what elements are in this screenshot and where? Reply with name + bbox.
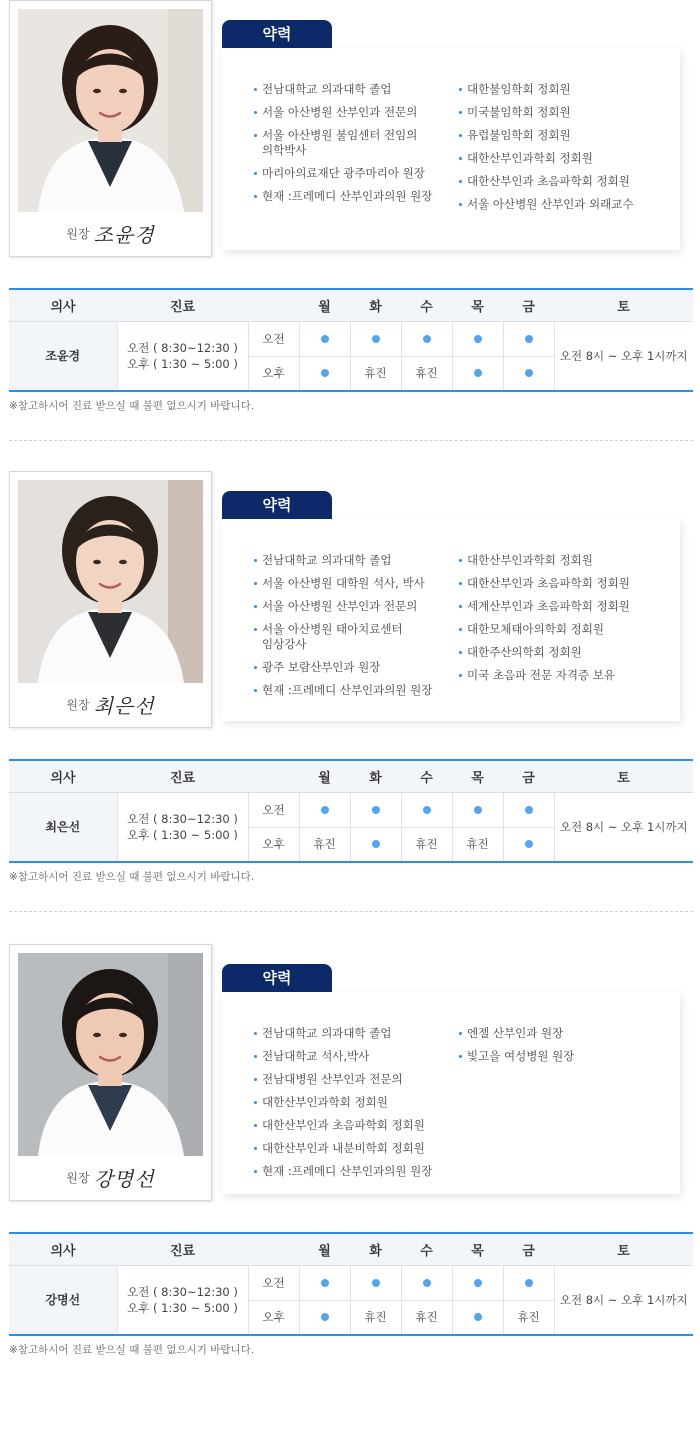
schedule-am-mon <box>299 321 350 356</box>
doctor-photo-card <box>9 471 212 728</box>
schedule-pm-fri <box>503 1300 554 1335</box>
schedule-am-fri <box>503 1265 554 1300</box>
open-dot-icon <box>525 335 533 343</box>
schedule-pm-mon <box>299 356 350 391</box>
open-dot-icon <box>321 806 329 814</box>
schedule-am-wed <box>401 1265 452 1300</box>
career-item: 대한주산의학회 정회원 <box>459 645 669 660</box>
schedule-table <box>9 288 693 392</box>
table-header-tue: 화 <box>350 760 401 792</box>
table-header-thu: 목 <box>452 760 503 792</box>
schedule-table <box>9 1232 693 1336</box>
doctor-photo-card <box>9 0 212 257</box>
closed-label: 휴진 <box>415 837 438 852</box>
doctor-photo-illustration <box>18 480 203 683</box>
open-dot-icon <box>474 1279 482 1287</box>
open-dot-icon <box>525 840 533 848</box>
open-dot-icon <box>474 1313 482 1321</box>
open-dot-icon <box>525 1279 533 1287</box>
open-dot-icon <box>423 1279 431 1287</box>
table-header-fri: 금 <box>503 1233 554 1265</box>
table-header-sat: 토 <box>554 760 693 792</box>
career-list-right <box>459 553 669 691</box>
career-tab: 약력 <box>222 964 332 992</box>
career-item: 유럽불임학회 정회원 <box>459 128 669 143</box>
hours-am: 오전 ( 8:30~12:30 ) <box>127 1284 238 1299</box>
career-item: 서울 아산병원 산부인과 전문의 <box>254 599 444 614</box>
closed-label: 휴진 <box>313 837 336 852</box>
career-item: 마리아의료재단 광주마리아 원장 <box>254 166 444 181</box>
schedule-pm-wed <box>401 827 452 862</box>
career-item: 현재 :프레메디 산부인과의원 원장 <box>254 683 444 698</box>
career-item: 대한산부인과학회 정회원 <box>459 151 669 166</box>
career-item: 대한불임학회 정회원 <box>459 82 669 97</box>
career-item: 미국 초음파 전문 자격증 보유 <box>459 668 669 683</box>
open-dot-icon <box>474 806 482 814</box>
table-header-sat: 토 <box>554 289 693 321</box>
closed-label: 휴진 <box>466 837 489 852</box>
open-dot-icon <box>474 369 482 377</box>
doctor-name-line <box>10 1163 211 1192</box>
schedule-pm-thu <box>452 827 503 862</box>
schedule-pm-fri <box>503 356 554 391</box>
career-list-left <box>254 553 444 706</box>
table-header-tue: 화 <box>350 1233 401 1265</box>
schedule-header-row <box>9 760 693 792</box>
schedule-note: ※참고하시어 진료 받으실 때 불편 없으시기 바랍니다. <box>9 1344 255 1356</box>
session-am: 오전 <box>248 321 299 356</box>
open-dot-icon <box>372 840 380 848</box>
schedule-pm-wed <box>401 356 452 391</box>
open-dot-icon <box>372 335 380 343</box>
doctor-photo-illustration <box>18 9 203 212</box>
open-dot-icon <box>321 335 329 343</box>
doctor-photo <box>18 9 203 212</box>
doctor-photo <box>18 480 203 683</box>
open-dot-icon <box>474 335 482 343</box>
table-header-hours: 진료 <box>117 1233 248 1265</box>
schedule-pm-tue <box>350 827 401 862</box>
doctor-photo-illustration <box>18 953 203 1156</box>
career-item: 대한산부인과 초음파학회 정회원 <box>254 1118 444 1133</box>
doctor-name-line <box>10 690 211 719</box>
table-header-session <box>248 289 299 321</box>
doctor-photo-card <box>9 944 212 1201</box>
doctor-photo <box>18 953 203 1156</box>
schedule-row-am <box>9 321 693 356</box>
career-item: 서울 아산병원 산부인과 전문의 <box>254 105 444 120</box>
career-item: 세계산부인과 초음파학회 정회원 <box>459 599 669 614</box>
doctor-section <box>0 0 700 473</box>
schedule-am-mon <box>299 1265 350 1300</box>
table-header-thu: 목 <box>452 289 503 321</box>
career-item: 서울 아산병원 태아치료센터 임상강사 <box>254 622 444 652</box>
closed-label: 휴진 <box>415 366 438 381</box>
doctor-name-line <box>10 219 211 248</box>
career-item: 엔젤 산부인과 원장 <box>459 1026 669 1041</box>
career-item: 서울 아산병원 불임센터 전임의 의학박사 <box>254 128 444 158</box>
career-item: 광주 보람산부인과 원장 <box>254 660 444 675</box>
career-item: 전남대병원 산부인과 전문의 <box>254 1072 444 1087</box>
table-header-mon: 월 <box>299 1233 350 1265</box>
career-item: 미국불임학회 정회원 <box>459 105 669 120</box>
schedule-pm-thu <box>452 1300 503 1335</box>
session-pm: 오후 <box>248 827 299 862</box>
schedule-pm-wed <box>401 1300 452 1335</box>
career-item: 대한산부인과학회 정회원 <box>254 1095 444 1110</box>
table-header-fri: 금 <box>503 760 554 792</box>
hours-pm: 오후 ( 1:30 ~ 5:00 ) <box>127 356 238 371</box>
closed-label: 휴진 <box>415 1310 438 1325</box>
career-item: 전남대학교 석사,박사 <box>254 1049 444 1064</box>
table-header-hours: 진료 <box>117 289 248 321</box>
career-item: 대한산부인과 내분비학회 정회원 <box>254 1141 444 1156</box>
closed-label: 휴진 <box>517 1310 540 1325</box>
table-header-session <box>248 760 299 792</box>
schedule-pm-mon <box>299 827 350 862</box>
schedule-am-fri <box>503 792 554 827</box>
schedule-am-mon <box>299 792 350 827</box>
career-item: 대한산부인과 초음파학회 정회원 <box>459 576 669 591</box>
career-list-left <box>254 82 444 212</box>
schedule-row-am <box>9 1265 693 1300</box>
open-dot-icon <box>525 806 533 814</box>
schedule-note: ※참고하시어 진료 받으실 때 불편 없으시기 바랍니다. <box>9 871 255 883</box>
hours-pm: 오후 ( 1:30 ~ 5:00 ) <box>127 827 238 842</box>
schedule-am-wed <box>401 792 452 827</box>
schedule-row-am <box>9 792 693 827</box>
open-dot-icon <box>525 369 533 377</box>
closed-label: 휴진 <box>364 1310 387 1325</box>
schedule-pm-tue <box>350 1300 401 1335</box>
open-dot-icon <box>321 1313 329 1321</box>
career-item: 현재 :프레메디 산부인과의원 원장 <box>254 189 444 204</box>
career-list-left <box>254 1026 444 1187</box>
schedule-am-thu <box>452 792 503 827</box>
open-dot-icon <box>321 1279 329 1287</box>
section-divider <box>9 440 693 441</box>
saturday-hours: 오전 8시 ~ 오후 1시까지 <box>554 1265 693 1335</box>
schedule-pm-tue <box>350 356 401 391</box>
career-item: 전남대학교 의과대학 졸업 <box>254 1026 444 1041</box>
schedule-am-thu <box>452 321 503 356</box>
table-header-mon: 월 <box>299 289 350 321</box>
schedule-pm-mon <box>299 1300 350 1335</box>
schedule-header-row <box>9 1233 693 1265</box>
doctor-name-cell: 조윤경 <box>9 321 117 391</box>
role-label: 원장 <box>66 698 90 712</box>
schedule-am-fri <box>503 321 554 356</box>
doctor-signature: 조윤경 <box>93 223 155 247</box>
schedule-am-thu <box>452 1265 503 1300</box>
table-header-fri: 금 <box>503 289 554 321</box>
open-dot-icon <box>321 369 329 377</box>
schedule-header-row <box>9 289 693 321</box>
doctor-section <box>0 471 700 944</box>
table-header-thu: 목 <box>452 1233 503 1265</box>
table-header-tue: 화 <box>350 289 401 321</box>
doctor-signature: 최은선 <box>93 694 155 718</box>
hours-am: 오전 ( 8:30~12:30 ) <box>127 340 238 355</box>
schedule-table <box>9 759 693 863</box>
table-header-doctor: 의사 <box>9 289 117 321</box>
saturday-hours: 오전 8시 ~ 오후 1시까지 <box>554 792 693 862</box>
hours-pm: 오후 ( 1:30 ~ 5:00 ) <box>127 1300 238 1315</box>
table-header-wed: 수 <box>401 289 452 321</box>
career-item: 빛고을 여성병원 원장 <box>459 1049 669 1064</box>
session-am: 오전 <box>248 792 299 827</box>
table-header-doctor: 의사 <box>9 1233 117 1265</box>
schedule-am-tue <box>350 1265 401 1300</box>
career-tab: 약력 <box>222 491 332 519</box>
career-list-right <box>459 82 669 220</box>
open-dot-icon <box>372 1279 380 1287</box>
career-item: 대한산부인과 초음파학회 정회원 <box>459 174 669 189</box>
hours-cell <box>117 1265 248 1335</box>
schedule-pm-thu <box>452 356 503 391</box>
role-label: 원장 <box>66 227 90 241</box>
table-header-sat: 토 <box>554 1233 693 1265</box>
schedule-am-tue <box>350 792 401 827</box>
saturday-hours: 오전 8시 ~ 오후 1시까지 <box>554 321 693 391</box>
career-item: 대한산부인과학회 정회원 <box>459 553 669 568</box>
career-item: 서울 아산병원 산부인과 외래교수 <box>459 197 669 212</box>
career-item: 현재 :프레메디 산부인과의원 원장 <box>254 1164 444 1179</box>
career-list-right <box>459 1026 669 1072</box>
table-header-doctor: 의사 <box>9 760 117 792</box>
hours-am: 오전 ( 8:30~12:30 ) <box>127 811 238 826</box>
open-dot-icon <box>423 335 431 343</box>
doctor-name-cell: 최은선 <box>9 792 117 862</box>
doctor-signature: 강명선 <box>93 1167 155 1191</box>
doctor-section <box>0 944 700 1417</box>
career-item: 전남대학교 의과대학 졸업 <box>254 553 444 568</box>
career-item: 서울 아산병원 대학원 석사, 박사 <box>254 576 444 591</box>
table-header-mon: 월 <box>299 760 350 792</box>
role-label: 원장 <box>66 1171 90 1185</box>
table-header-wed: 수 <box>401 1233 452 1265</box>
hours-cell <box>117 321 248 391</box>
table-header-session <box>248 1233 299 1265</box>
hours-cell <box>117 792 248 862</box>
session-pm: 오후 <box>248 356 299 391</box>
schedule-pm-fri <box>503 827 554 862</box>
career-item: 전남대학교 의과대학 졸업 <box>254 82 444 97</box>
session-pm: 오후 <box>248 1300 299 1335</box>
open-dot-icon <box>372 806 380 814</box>
schedule-note: ※참고하시어 진료 받으실 때 불편 없으시기 바랍니다. <box>9 400 255 412</box>
doctor-name-cell: 강명선 <box>9 1265 117 1335</box>
section-divider <box>9 911 693 912</box>
schedule-am-wed <box>401 321 452 356</box>
table-header-hours: 진료 <box>117 760 248 792</box>
schedule-am-tue <box>350 321 401 356</box>
table-header-wed: 수 <box>401 760 452 792</box>
career-tab: 약력 <box>222 20 332 48</box>
career-item: 대한모체태아의학회 정회원 <box>459 622 669 637</box>
open-dot-icon <box>423 806 431 814</box>
session-am: 오전 <box>248 1265 299 1300</box>
closed-label: 휴진 <box>364 366 387 381</box>
